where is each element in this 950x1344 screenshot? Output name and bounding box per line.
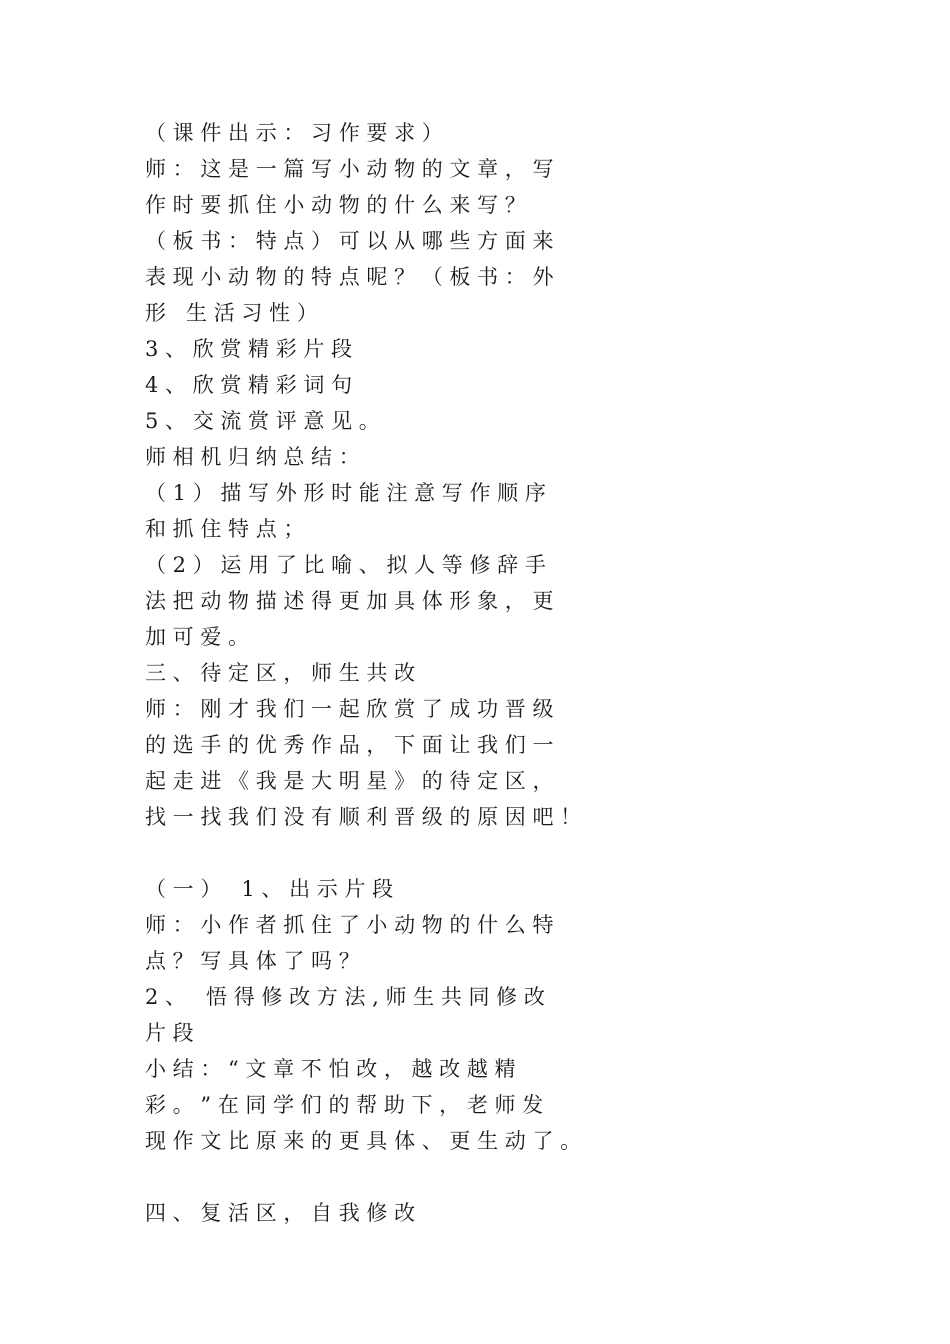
text-line: （ 课 件 出 示 ： 习 作 要 求 ） (145, 121, 443, 145)
text-line: 现 作 文 比 原 来 的 更 具 体 、 更 生 动 了 。 (145, 1129, 582, 1153)
text-line: 四 、 复 活 区 ， 自 我 修 改 (145, 1201, 416, 1225)
text-line: 的 选 手 的 优 秀 作 品 ， 下 面 让 我 们 一 (145, 733, 554, 757)
text-line: 片 段 (145, 1021, 194, 1045)
text-line: 小 结 ： “ 文 章 不 怕 改 ， 越 改 越 精 (145, 1057, 516, 1081)
text-line: （ 1 ） 描 写 外 形 时 能 注 意 写 作 顺 序 (145, 481, 546, 505)
text-line: （ 一 ） 1 、 出 示 片 段 (145, 877, 394, 901)
text-line: 加 可 爱 。 (145, 625, 250, 649)
text-line: 师 ： 刚 才 我 们 一 起 欣 赏 了 成 功 晋 级 (145, 697, 554, 721)
text-line: 2 、 悟 得 修 改 方 法 , 师 生 共 同 修 改 (145, 985, 545, 1009)
text-line (145, 1162, 845, 1192)
text-line: 表 现 小 动 物 的 特 点 呢 ？ （ 板 书 ： 外 (145, 265, 554, 289)
text-line: 三 、 待 定 区 ， 师 生 共 改 (145, 661, 416, 685)
text-line (145, 838, 845, 868)
text-line: 师 相 机 归 纳 总 结 ： (145, 445, 360, 469)
text-line: 师 ： 小 作 者 抓 住 了 小 动 物 的 什 么 特 (145, 913, 554, 937)
text-line: 找 一 找 我 们 没 有 顺 利 晋 级 的 原 因 吧 ！ (145, 805, 582, 829)
text-line: 3 、 欣 赏 精 彩 片 段 (145, 337, 353, 361)
text-line: 形 生 活 习 性 ） (145, 301, 318, 325)
text-line: 和 抓 住 特 点 ； (145, 517, 305, 541)
text-line: 5 、 交 流 赏 评 意 见 。 (145, 409, 380, 433)
text-line: 起 走 进 《 我 是 大 明 星 》 的 待 定 区 ， (145, 769, 554, 793)
text-line: 4 、 欣 赏 精 彩 词 句 (145, 373, 353, 397)
text-line: 师 ： 这 是 一 篇 写 小 动 物 的 文 章 ， 写 (145, 157, 554, 181)
text-line: 彩 。 ” 在 同 学 们 的 帮 助 下 ， 老 师 发 (145, 1093, 544, 1117)
text-line: 点 ？ 写 具 体 了 吗 ？ (145, 949, 360, 973)
text-line: 法 把 动 物 描 述 得 更 加 具 体 形 象 ， 更 (145, 589, 554, 613)
text-line: （ 板 书 ： 特 点 ） 可 以 从 哪 些 方 面 来 (145, 229, 554, 253)
text-line: （ 2 ） 运 用 了 比 喻 、 拟 人 等 修 辞 手 (145, 553, 546, 577)
text-line: 作 时 要 抓 住 小 动 物 的 什 么 来 写 ？ (145, 193, 526, 217)
